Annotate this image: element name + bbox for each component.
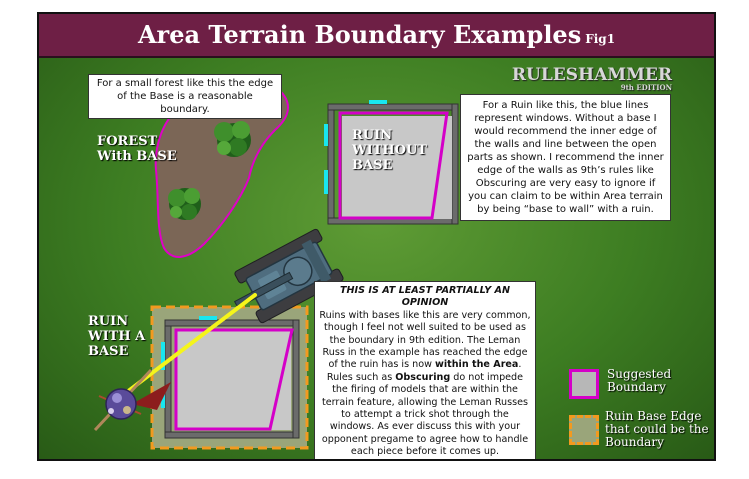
opinion-emphasis: within the Area: [434, 359, 519, 371]
window-marker: [369, 100, 387, 104]
brand-name: RULESHAMMER: [511, 65, 672, 85]
opinion-heading: THIS IS AT LEAST PARTIALLY AN OPINION: [339, 285, 511, 309]
play-field: [39, 58, 714, 461]
window-marker: [324, 170, 328, 194]
figure-title: Area Terrain Boundary Examples: [137, 20, 582, 49]
ruin-without-base-label: RUIN WITHOUT BASE: [352, 128, 427, 173]
ruin-with-base-label: RUIN WITH A BASE: [88, 314, 146, 359]
opinion-note: [314, 281, 536, 461]
window-marker: [199, 316, 217, 320]
legend-base-edge-swatch: [569, 415, 599, 445]
ruin-with-base: [152, 307, 307, 448]
window-marker: [324, 124, 328, 146]
opinion-text: Ruins with bases like this are very common, though I feel not well suited to be used as the boundary in 9th edition. The Leman Russ in the example has reached the edge of the ruin has is now: [319, 309, 531, 371]
opinion-emphasis: Obscuring: [395, 371, 451, 383]
forest-note: For a small forest like this the edge of the Base is a reasonable boundary.: [88, 74, 282, 119]
brand-logo: [512, 66, 672, 92]
opinion-text: . Rules such as: [326, 359, 522, 383]
title-bar: [39, 14, 714, 58]
forest-label: FOREST With BASE: [97, 134, 177, 164]
legend-suggested-label: Suggested Boundary: [607, 367, 672, 394]
legend-base-edge-label: Ruin Base Edge that could be the Boundary: [605, 409, 709, 449]
tree-icon: [214, 121, 251, 157]
opinion-text: do not impede the firing of models that are within the terrain feature, allowing the Leman Russes to attempt a trick shot through the windows. As ever discuss this with your opponent pregame to agree how to handle each piece before it comes up.: [321, 371, 529, 458]
figure-number: Fig1: [585, 32, 616, 46]
brand-edition: 9th EDITION: [620, 83, 672, 92]
ruin-without-base-note: For a Ruin like this, the blue lines represent windows. Without a base I would recommend the inner edge of the walls and line between the open parts as shown. I recommend the inner edge of the walls as 9th’s rules like Obscuring are very easy to ignore if you can claim to be within Area terrain by being “base to wall” with a ruin.: [460, 94, 671, 221]
legend-suggested-swatch: [569, 369, 599, 399]
tree-icon: [168, 188, 201, 220]
figure-frame: [37, 12, 716, 461]
